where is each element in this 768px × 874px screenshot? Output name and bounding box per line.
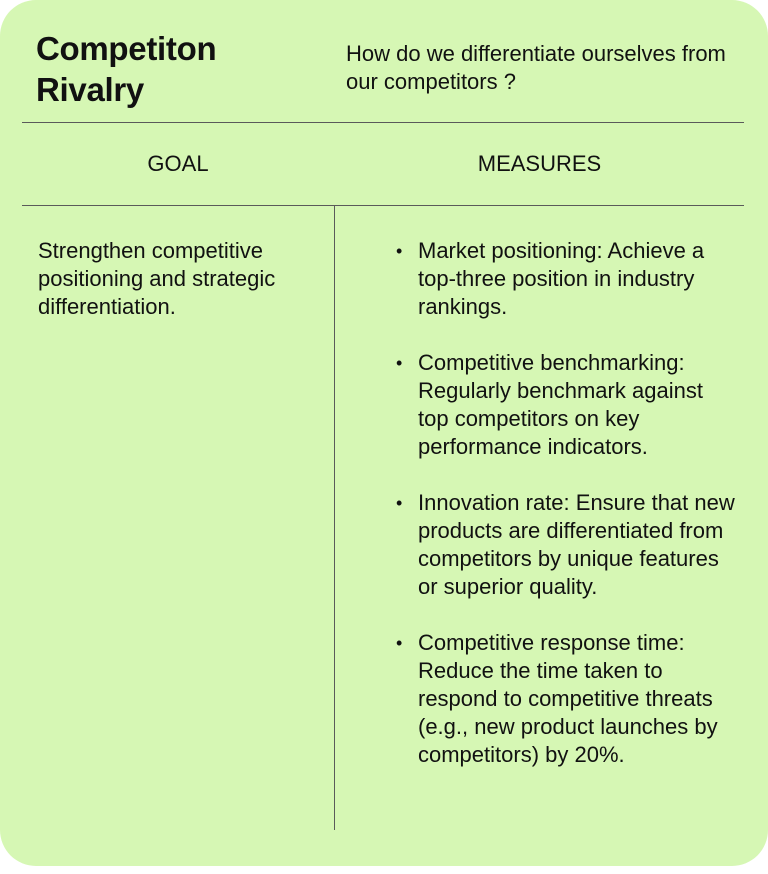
bullet-icon: • (396, 241, 403, 261)
column-divider (334, 205, 335, 830)
card-title: Competiton Rivalry (36, 30, 217, 108)
bullet-icon: • (396, 633, 403, 653)
measure-text: Competitive benchmarking: Regularly benchmark against top competitors on key performance indicators. (418, 350, 703, 459)
measure-item (396, 629, 736, 769)
measures-column-header: MEASURES (477, 151, 602, 176)
goal-text: Strengthen competitive positioning and strategic differentiation. (38, 238, 276, 319)
measure-item (396, 349, 736, 461)
measure-text: Market positioning: Achieve a top-three position in industry rankings. (418, 238, 705, 319)
measure-item (396, 237, 736, 321)
measures-list (396, 237, 736, 797)
measure-text: Innovation rate: Ensure that new products are differentiated from competitors by unique features or superior quality. (418, 490, 735, 599)
measure-text: Competitive response time: Reduce the time taken to respond to competitive threats (e.g., new product launches by competitors) by 20%. (418, 630, 718, 767)
bullet-icon: • (396, 493, 403, 513)
header-divider (22, 122, 744, 123)
bullet-icon: • (396, 353, 403, 373)
column-header-divider (22, 205, 744, 206)
guiding-question: How do we differentiate ourselves from our competitors ? (346, 41, 726, 94)
goal-column-header: GOAL (147, 151, 209, 176)
measure-item (396, 489, 736, 601)
